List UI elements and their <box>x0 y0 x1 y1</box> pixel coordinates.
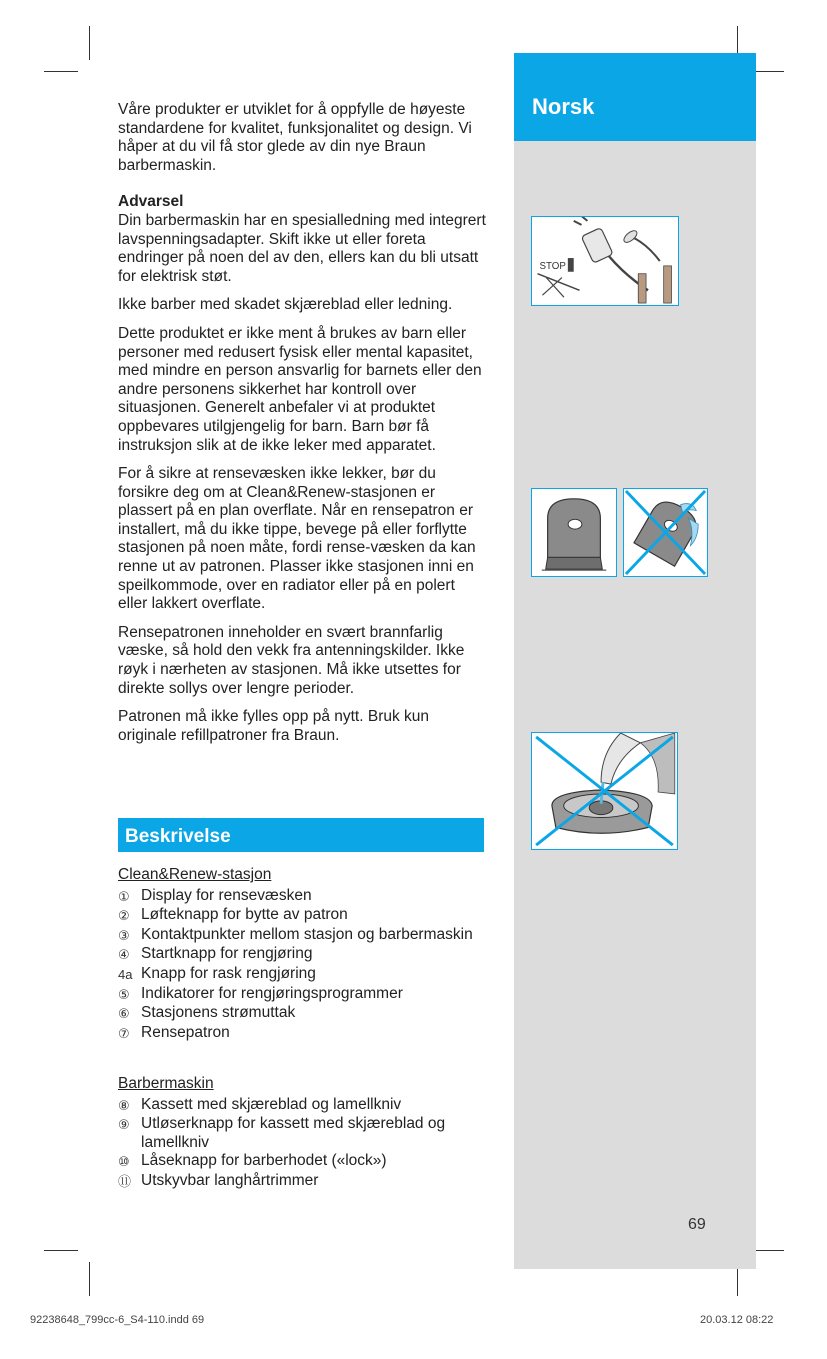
list-item <box>118 906 498 926</box>
crop-mark <box>89 1262 90 1296</box>
item-text: Knapp for rask rengjøring <box>141 964 316 982</box>
page-number: 69 <box>688 1216 706 1233</box>
station-upright-illustration <box>531 488 617 577</box>
item-number: ③ <box>118 927 130 943</box>
list-item <box>118 985 498 1005</box>
station-drawing <box>532 489 616 576</box>
warning-paragraph: For å sikre at rensevæsken ikke lekker, bør du forsikre deg om at Clean&Renew-stasjonen er plassert på en plan overflate. Når en rensepatron er installert, må du ikke tippe, bevege på eller forflytte stasjonen på noen måte, fordi rense-væsken da kan renne ut av patronen. Plasser ikke stasjonen inni en speilkommode, over en radiator eller på en polert eller lakkert overflate. <box>118 465 476 613</box>
shaver-list <box>118 1075 498 1192</box>
item-number: 4a <box>118 966 133 982</box>
plug-cord-drawing <box>532 217 678 305</box>
item-number: ⑧ <box>118 1097 130 1113</box>
item-text: Display for rensevæsken <box>141 886 312 904</box>
item-number: ② <box>118 908 130 924</box>
warning-paragraph: Dette produktet er ikke ment å brukes av barn eller personer med redusert fysisk eller mental kapasitet, med mindre en person ansvarlig for barnets eller den andre personens sikkerhet har kontroll over situasjonen. Generelt anbefaler vi at produktet oppbevares utilgjengelig for barn. Barn bør få instruksjon slik at de ikke leker med apparatet. <box>118 324 482 454</box>
list-item <box>118 965 498 985</box>
item-number: ⑤ <box>118 986 130 1002</box>
item-text: Utløserknapp for kassett med skjæreblad og lamellkniv <box>141 1115 446 1151</box>
item-text: Kontaktpunkter mellom stasjon og barbermaskin <box>141 925 473 943</box>
item-text: Rensepatron <box>141 1023 230 1041</box>
item-text: Startknapp for rengjøring <box>141 945 313 963</box>
list-item <box>118 1115 498 1152</box>
station-list <box>118 866 498 1043</box>
item-text: Indikatorer for rengjøringsprogrammer <box>141 984 403 1002</box>
cord-warning-illustration <box>531 216 679 306</box>
station-tipped-drawing <box>624 489 707 576</box>
footer-date: 20.03.12 08:22 <box>700 1314 774 1326</box>
shaver-subtitle: Barbermaskin <box>118 1075 214 1092</box>
station-tipped-illustration <box>623 488 708 577</box>
list-item <box>118 1096 498 1116</box>
item-number: ⑨ <box>118 1117 130 1133</box>
warning-paragraph: Din barbermaskin har en spesialledning med integrert lavspenningsadapter. Skift ikke ut eller foreta endringer på noen del av den, ellers kan du bli utsatt for elektrisk støt. <box>118 211 486 285</box>
list-item <box>118 887 498 907</box>
stop-label: STOP <box>539 260 566 272</box>
list-item <box>118 1024 498 1044</box>
section-title: Beskrivelse <box>125 826 231 847</box>
station-subtitle: Clean&Renew-stasjon <box>118 866 272 883</box>
item-text: Løfteknapp for bytte av patron <box>141 906 348 924</box>
intro-paragraph: Våre produkter er utviklet for å oppfylle de høyeste standardene for kvalitet, funksjonalitet og design. Vi håper at du vil få stor glede av din nye Braun barbermaskin. <box>118 101 472 174</box>
language-label: Norsk <box>532 94 595 119</box>
crop-mark <box>44 71 78 72</box>
crop-mark <box>44 1250 78 1251</box>
refill-drawing <box>532 733 677 849</box>
item-text: Utskyvbar langhårtrimmer <box>141 1171 319 1189</box>
footer-file: 92238648_799cc-6_S4-110.indd 69 <box>30 1314 205 1326</box>
item-text: Stasjonens strømuttak <box>141 1004 296 1022</box>
item-number: ⑪ <box>118 1173 132 1189</box>
item-text: Kassett med skjæreblad og lamellkniv <box>141 1095 402 1113</box>
warning-paragraph: Ikke barber med skadet skjæreblad eller ledning. <box>118 296 453 314</box>
item-number: ⑥ <box>118 1006 130 1022</box>
warning-title: Advarsel <box>118 193 184 211</box>
list-item <box>118 926 498 946</box>
item-number: ⑦ <box>118 1025 130 1041</box>
list-item <box>118 945 498 965</box>
list-item <box>118 1172 498 1192</box>
list-item <box>118 1004 498 1024</box>
item-text: Låseknapp for barberhodet («lock») <box>141 1152 387 1170</box>
section-header <box>118 818 484 852</box>
list-item <box>118 1152 498 1172</box>
crop-mark <box>89 26 90 60</box>
item-number: ⑩ <box>118 1154 130 1170</box>
item-number: ① <box>118 888 130 904</box>
warning-paragraph: Patronen må ikke fylles opp på nytt. Bruk kun originale refillpatroner fra Braun. <box>118 708 430 744</box>
refill-warning-illustration <box>531 732 678 850</box>
item-number: ④ <box>118 947 130 963</box>
main-text <box>118 101 488 755</box>
warning-paragraph: Rensepatronen inneholder en svært brannfarlig væske, så hold den vekk fra antenningskilder. Ikke røyk i nærheten av stasjonen. Må ikke utsettes for direkte sollys over lengre perioder. <box>118 623 465 697</box>
